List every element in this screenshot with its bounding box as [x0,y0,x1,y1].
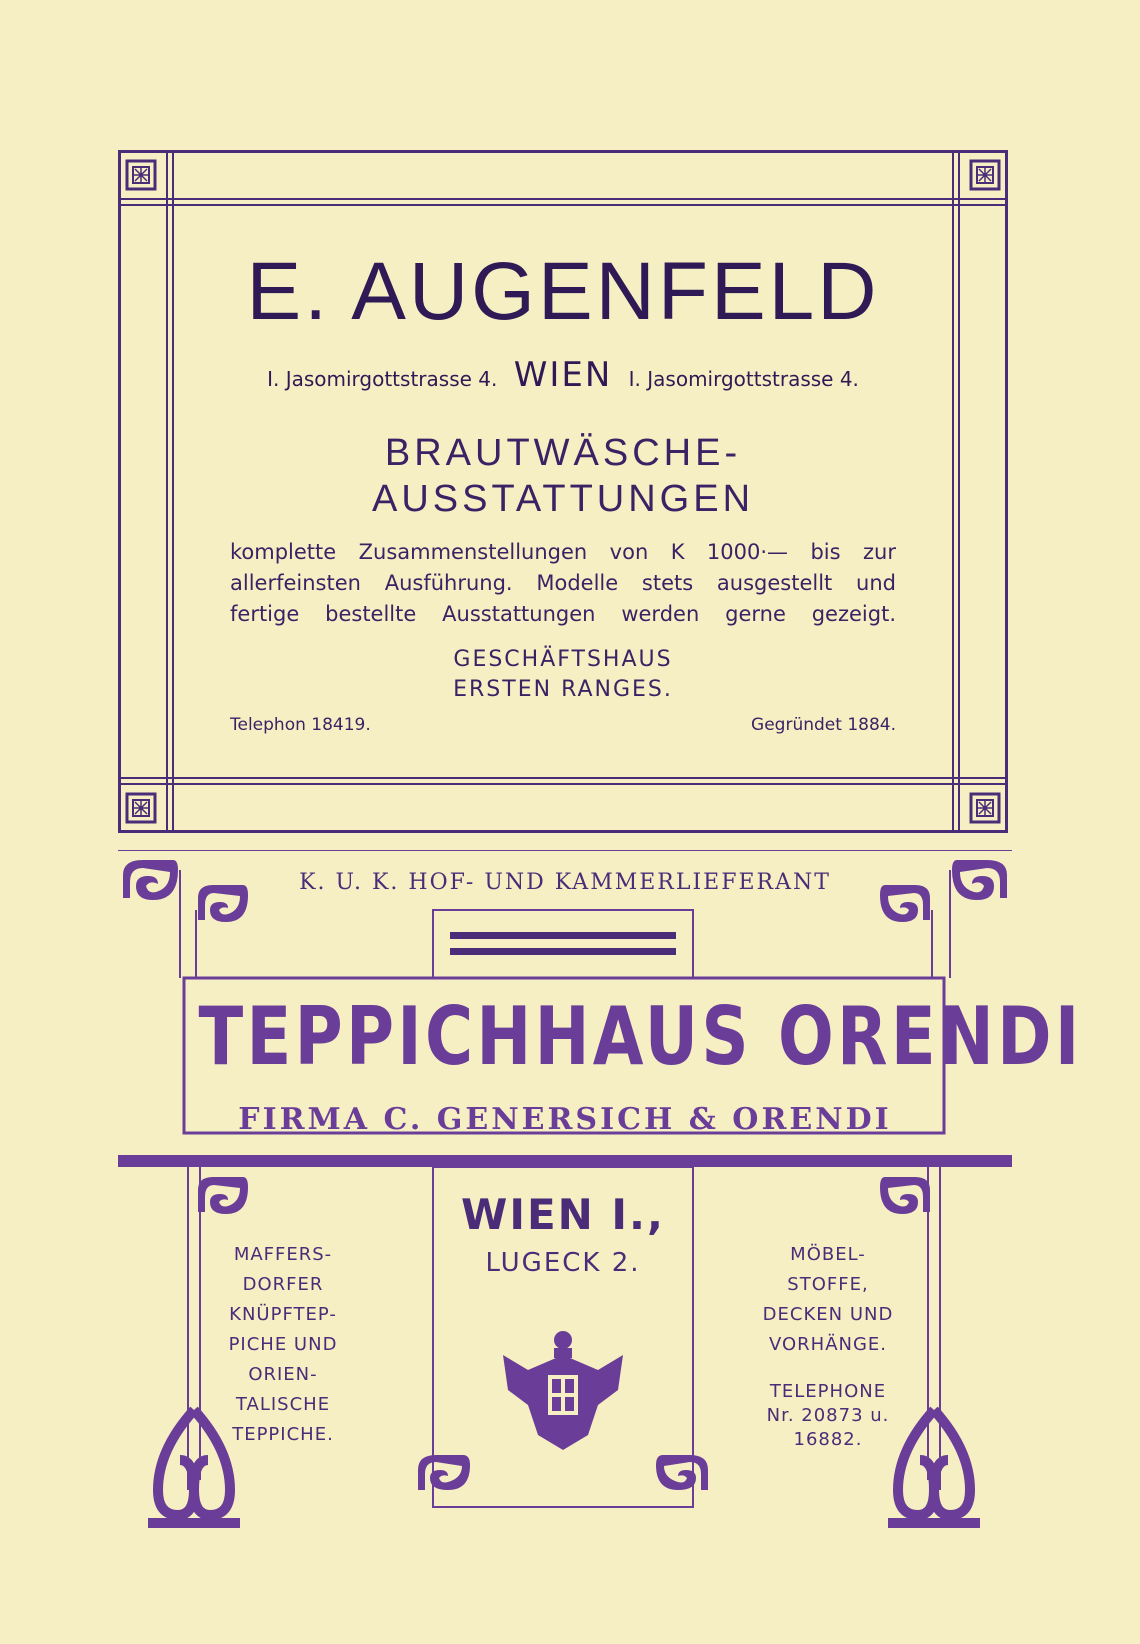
corner-ornament-icon [968,158,1002,192]
carpets-line: TEPPICHE. [232,1424,334,1445]
address-right: I. Jasomirgottstrasse 4. [628,367,859,391]
orendi-title: TEPPICHHAUS ORENDI [198,990,1083,1083]
carpets-list [208,1240,358,1450]
augenfeld-text-area [178,205,948,778]
founded-year: Gegründet 1884. [751,715,896,735]
orendi-telephone [748,1380,908,1452]
orendi-firm: FIRMA C. GENERSICH & ORENDI [238,1102,892,1137]
frame-rule-right [958,150,960,833]
fabrics-line: MÖBEL- [790,1244,866,1265]
address-left: I. Jasomirgottstrasse 4. [267,367,498,391]
address-city: WIEN [513,355,613,395]
carpets-line: PICHE UND [228,1334,338,1355]
note-line: ERSTEN RANGES. [453,677,673,702]
telephone-line: Nr. 20873 u. [766,1405,890,1426]
augenfeld-note [178,645,948,705]
fabrics-line: DECKEN UND [762,1304,894,1325]
heading-line: BRAUTWÄSCHE- [384,432,742,474]
frame-rule-left [166,150,168,833]
fabrics-line: STOFFE, [787,1274,869,1295]
heading-line: AUSSTATTUNGEN [371,478,755,520]
carpets-line: MAFFERS- [233,1244,333,1265]
carpets-line: TALISCHE [235,1394,331,1415]
corner-ornament-icon [124,791,158,825]
body-line: fertige bestellte Ausstattungen werden gerne gezeigt. [230,602,896,626]
carpets-line: ORIEN- [248,1364,318,1385]
note-line: GESCHÄFTSHAUS [453,647,673,672]
augenfeld-body [230,537,896,630]
fabrics-line: VORHÄNGE. [768,1334,888,1355]
corner-ornament-icon [968,791,1002,825]
telephone-number: Telephon 18419. [230,715,371,735]
body-line: komplette Zusammenstellungen von K 1000·— bis zur [230,540,896,564]
orendi-street: LUGECK 2. [485,1248,641,1278]
frame-rule-top [118,198,1008,200]
corner-ornament-icon [124,158,158,192]
double-eagle-icon [503,1331,623,1450]
fabrics-list [748,1240,908,1360]
orendi-advertisement [118,850,1083,1550]
augenfeld-footer [230,715,896,735]
augenfeld-heading [178,430,948,522]
purveyor-title: K. U. K. HOF- UND KAMMERLIEFERANT [299,870,831,895]
telephone-line: 16882. [793,1429,863,1450]
body-line: allerfeinsten Ausführung. Modelle stets ausgestellt und [230,571,896,595]
orendi-city: WIEN I., [461,1190,665,1239]
augenfeld-address [178,355,948,395]
frame-rule-bottom [118,783,1008,785]
telephone-line: TELEPHONE [769,1381,887,1402]
augenfeld-title: E. AUGENFELD [246,246,880,337]
carpets-line: DORFER [242,1274,324,1295]
frame-rule-right-inner [952,150,954,833]
carpets-line: KNÜPFTEP- [229,1304,337,1325]
frame-rule-left-inner [172,150,174,833]
augenfeld-advertisement [118,150,1008,833]
